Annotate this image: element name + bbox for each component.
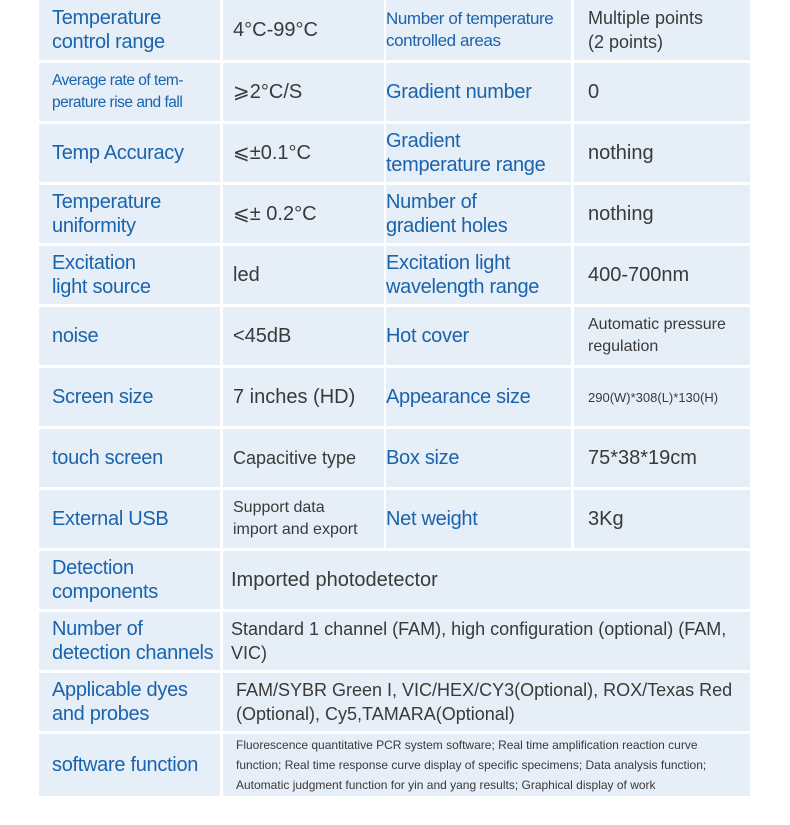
row-6-label-2 [386,368,571,426]
row-4-label-2 [386,246,571,304]
row-2-value-2 [574,124,750,182]
spec-label: Applicable dyes and probes [52,679,188,725]
row-2-label-1 [39,124,220,182]
row-11-value-1 [223,673,750,731]
spec-value: ⩽± 0.2°C [233,203,317,225]
spec-label: Excitation light source [52,252,151,298]
spec-label: Gradient temperature range [386,130,546,176]
spec-value: Fluorescence quantitative PCR system software; Real time amplification reaction curve function; Real time response curve display of specific specimens; Data analysis function; Automatic judgment function for yin and yang results; Graphical display of work [236,738,707,792]
spec-value: led [233,264,260,286]
spec-value: Imported photodetector [231,569,438,591]
spec-value: 400-700nm [588,264,690,286]
spec-label: software function [52,754,199,776]
row-7-value-2 [574,429,750,487]
row-3-value-2 [574,185,750,243]
spec-value: 290(W)*308(L)*130(H) [588,389,719,405]
row-1-value-2 [574,63,750,121]
row-8-label-2 [386,490,571,548]
spec-value: 4°C-99°C [233,19,318,41]
spec-value: 0 [588,81,600,103]
spec-value: nothing [588,203,654,225]
row-6-value-1 [223,368,384,426]
spec-value: Automatic pressure regulation [588,316,726,355]
spec-value: 3Kg [588,508,624,530]
row-0-label-1 [39,0,220,60]
spec-label: Net weight [386,508,478,530]
row-3-label-1 [39,185,220,243]
spec-value: Standard 1 channel (FAM), high configuration (optional) (FAM, VIC) [231,619,727,663]
row-5-value-2 [574,307,750,365]
row-4-value-2 [574,246,750,304]
spec-value: 75*38*19cm [588,447,697,469]
spec-label: Number of temperature controlled areas [386,9,554,50]
row-5-label-1 [39,307,220,365]
spec-value: Multiple points (2 points) [588,8,704,52]
spec-value: 7 inches (HD) [233,386,356,408]
row-6-label-1 [39,368,220,426]
spec-value: ⩾2°C/S [233,81,303,103]
spec-label: touch screen [52,447,163,469]
row-8-value-2 [574,490,750,548]
row-2-label-2 [386,124,571,182]
spec-label: External USB [52,508,169,530]
spec-label: Temperature uniformity [52,191,161,237]
spec-value: Support data import and export [233,499,358,538]
row-3-value-1 [223,185,384,243]
spec-value: nothing [588,142,654,164]
spec-label: Gradient number [386,81,532,103]
row-11-label-1 [39,673,220,731]
spec-label: Average rate of tem- perature rise and fall [52,72,184,111]
row-9-value-1 [223,551,750,609]
row-10-value-1 [223,612,750,670]
spec-label: Number of detection channels [52,618,214,664]
row-5-value-1 [223,307,384,365]
row-0-value-2 [574,0,750,60]
spec-label: Excitation light wavelength range [386,252,540,298]
row-4-value-1 [223,246,384,304]
spec-label: Hot cover [386,325,469,347]
spec-label: Temperature control range [52,7,165,53]
spec-label: noise [52,325,99,347]
row-9-label-1 [39,551,220,609]
spec-value: Capacitive type [233,448,357,468]
row-12-value-1 [223,734,750,796]
row-8-value-1 [223,490,384,548]
row-5-label-2 [386,307,571,365]
spec-value: <45dB [233,325,292,347]
spec-label: Screen size [52,386,154,408]
row-12-label-1 [39,734,220,796]
row-3-label-2 [386,185,571,243]
spec-value: ⩽±0.1°C [233,142,311,164]
row-2-value-1 [223,124,384,182]
row-10-label-1 [39,612,220,670]
spec-label: Box size [386,447,460,469]
spec-label: Appearance size [386,386,531,408]
row-0-value-1 [223,0,384,60]
spec-label: Number of gradient holes [386,191,508,237]
row-1-value-1 [223,63,384,121]
row-7-value-1 [223,429,384,487]
spec-label: Temp Accuracy [52,142,184,164]
row-7-label-2 [386,429,571,487]
row-4-label-1 [39,246,220,304]
row-1-label-1 [39,63,220,121]
row-8-label-1 [39,490,220,548]
row-7-label-1 [39,429,220,487]
row-1-label-2 [386,63,571,121]
spec-label: Detection components [52,557,158,603]
row-6-value-2 [574,368,750,426]
row-0-label-2 [386,0,571,60]
spec-value: FAM/SYBR Green I, VIC/HEX/CY3(Optional), ROX/Texas Red (Optional), Cy5,TAMARA(Optional) [236,680,733,724]
